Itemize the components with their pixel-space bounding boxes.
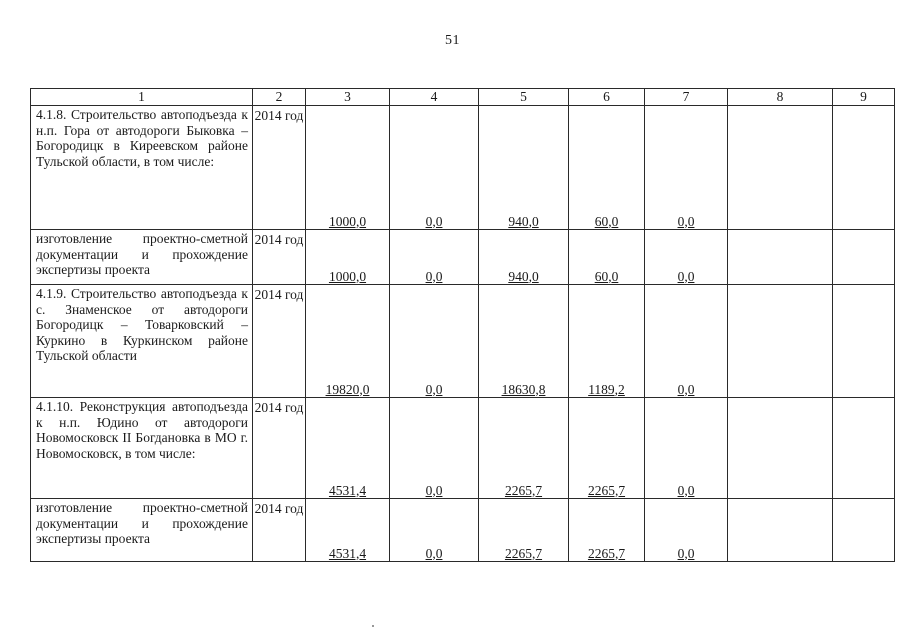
table-row	[31, 106, 895, 230]
column-header: 7	[645, 89, 728, 106]
cell-col6: 2265,7	[569, 499, 645, 562]
table-row	[31, 285, 895, 398]
cell-col7: 0,0	[645, 106, 728, 230]
column-header: 5	[479, 89, 569, 106]
cell-col5: 2265,7	[479, 499, 569, 562]
cell-col5: 940,0	[479, 106, 569, 230]
cell-col8	[728, 499, 833, 562]
cell-col4: 0,0	[390, 285, 479, 398]
row-year: 2014 год	[253, 499, 306, 562]
cell-col3: 4531,4	[306, 499, 390, 562]
cell-col3: 19820,0	[306, 285, 390, 398]
cell-col9	[833, 230, 895, 285]
cell-col8	[728, 398, 833, 499]
cell-col7: 0,0	[645, 398, 728, 499]
row-year: 2014 год	[253, 285, 306, 398]
column-header: 9	[833, 89, 895, 106]
table-header-row	[31, 89, 895, 106]
row-year: 2014 год	[253, 398, 306, 499]
cell-col7: 0,0	[645, 499, 728, 562]
cell-col7: 0,0	[645, 285, 728, 398]
cell-col9	[833, 285, 895, 398]
cell-col3: 1000,0	[306, 106, 390, 230]
cell-col6: 60,0	[569, 106, 645, 230]
row-description: изготовление проектно-сметной документации и прохождение экспертизы проекта	[31, 499, 253, 562]
column-header: 6	[569, 89, 645, 106]
row-year: 2014 год	[253, 230, 306, 285]
column-header: 3	[306, 89, 390, 106]
cell-col4: 0,0	[390, 106, 479, 230]
row-description: изготовление проектно-сметной документации и прохождение экспертизы проекта	[31, 230, 253, 285]
page-number: 51	[445, 33, 460, 48]
column-header: 8	[728, 89, 833, 106]
cell-col6: 2265,7	[569, 398, 645, 499]
cell-col4: 0,0	[390, 499, 479, 562]
row-description: 4.1.10. Реконструкция автоподъезда к н.п. Юдино от автодороги Новомосковск II Богдановка в МО г. Новомосковск, в том числе:	[31, 398, 253, 499]
cell-col6: 60,0	[569, 230, 645, 285]
cell-col9	[833, 106, 895, 230]
cell-col3: 4531,4	[306, 398, 390, 499]
column-header: 4	[390, 89, 479, 106]
scan-speck	[372, 625, 374, 627]
table-row	[31, 398, 895, 499]
table-row	[31, 499, 895, 562]
cell-col5: 2265,7	[479, 398, 569, 499]
cell-col4: 0,0	[390, 398, 479, 499]
table-row	[31, 230, 895, 285]
cell-col9	[833, 499, 895, 562]
cell-col5: 940,0	[479, 230, 569, 285]
cell-col8	[728, 230, 833, 285]
budget-table	[30, 88, 895, 562]
cell-col8	[728, 106, 833, 230]
cell-col5: 18630,8	[479, 285, 569, 398]
column-header: 2	[253, 89, 306, 106]
cell-col3: 1000,0	[306, 230, 390, 285]
column-header: 1	[31, 89, 253, 106]
row-description: 4.1.8. Строительство автоподъезда к н.п. Гора от автодороги Быковка – Богородицк в Киреевском районе Тульской области, в том числе:	[31, 106, 253, 230]
cell-col4: 0,0	[390, 230, 479, 285]
cell-col6: 1189,2	[569, 285, 645, 398]
cell-col7: 0,0	[645, 230, 728, 285]
cell-col9	[833, 398, 895, 499]
cell-col8	[728, 285, 833, 398]
row-description: 4.1.9. Строительство автоподъезда к с. Знаменское от автодороги Богородицк – Товарковский – Куркино в Куркинском районе Тульской области	[31, 285, 253, 398]
row-year: 2014 год	[253, 106, 306, 230]
